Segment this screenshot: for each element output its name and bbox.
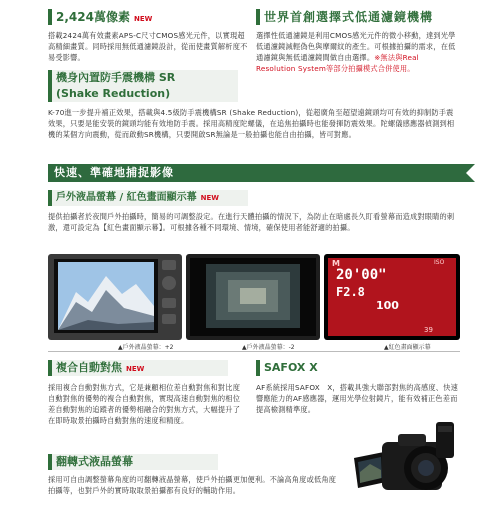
caption-dark: ▲戶外液晶螢幕：-2 xyxy=(242,344,295,351)
new-badge: NEW xyxy=(133,15,153,23)
section-banner: 快速、準確地捕捉影像 xyxy=(48,164,466,182)
sec3-body: K-70進一步提升補正效果，搭載與4.5級防手震機構SR (Shake Reduction)，從超廣角至超望遠鏡頭均可有效的抑制防手震效果，只要是能安裝的鏡頭均能有效地防手震。採用高精度陀螺儀，在追焦拍攝時也能發揮防震效果。陀螺儀感應器偵測到相機的某個方向震動，從而啟動SR機構，只要開啟SR無論是一般拍攝也能自由拍攝，皆可對應。 xyxy=(48,108,455,139)
screen-photo-dark xyxy=(186,254,320,340)
sec1-body: 搭載2424萬有效畫素APS-C尺寸CMOS感光元件，以實現超高精細畫質。同時採用無低通濾鏡設計，從而使畫質解析度不易受影響。 xyxy=(48,31,248,62)
sec4-body: 提供拍攝者於夜間戶外拍攝時，簡易的可調整設定。在進行天體拍攝的情況下，為防止在暗處長久盯看螢幕而造成對眼睛的刺激，還可設定為【紅色畫面顯示幕】。可根據各種不同環境、情境，確保使用者能舒適的拍攝。 xyxy=(48,212,455,232)
heading-text: 複合自動對焦 xyxy=(56,361,122,374)
heading-hybrid-af xyxy=(56,360,144,377)
mode-indicator: M xyxy=(332,259,340,268)
iso-value: 100 xyxy=(376,299,399,312)
heading-safox: SAFOX X xyxy=(264,361,318,374)
section-accent-bar xyxy=(256,9,260,25)
camera-illustration xyxy=(350,412,460,508)
camera-button xyxy=(162,314,176,324)
new-badge: NEW xyxy=(126,365,145,373)
section-accent-bar xyxy=(48,9,52,25)
heading-text: 2,424萬像素 xyxy=(56,10,130,24)
sec2-body-main: 選擇性低通濾鏡是利用CMOS感光元件的微小移動，達到光學低通濾鏡減輕偽色與摩爾紋的產生。可根據拍攝的需求，在低通濾鏡與無低通濾鏡間做自由選擇。 xyxy=(256,31,456,62)
shutter-speed: 20'00" xyxy=(336,267,387,283)
screen-photo-bright xyxy=(48,254,182,340)
banner-tail xyxy=(466,164,475,182)
heading-low-pass-filter: 世界首創選擇式低通濾鏡機構 xyxy=(264,10,434,24)
tunnel-photo xyxy=(206,264,300,328)
divider xyxy=(48,351,460,352)
section-accent-bar xyxy=(48,70,52,102)
caption-red: ▲紅色畫面顯示幕 xyxy=(384,344,431,351)
section-accent-bar xyxy=(48,360,52,376)
heading-vari-angle-lcd: 翻轉式液晶螢幕 xyxy=(56,455,133,468)
sec7-body: 採用可自由調整螢幕角度的可翻轉液晶螢幕，使戶外拍攝更加便利。不論高角度或低角度拍攝等，也對戶外的實時取取景拍攝都有良好的輔助作用。 xyxy=(48,475,337,495)
section-accent-bar xyxy=(48,454,52,470)
new-badge: NEW xyxy=(200,194,219,202)
heading-line-2: (Shake Reduction) xyxy=(56,87,171,100)
heading-2424mp xyxy=(56,9,152,27)
sec5-body: 採用複合自動對焦方式，它是兼顧相位差自動對焦和對比度自動對焦的優勢的複合自動對焦，實現高速自動對焦的相位差自動對焦的追蹤者的優勢相融合的對焦方式，大幅提升了在即時取景拍攝時自動對焦的速度和精度。 xyxy=(48,383,241,425)
screen-red-display xyxy=(324,254,460,340)
shots-remaining: 39 xyxy=(424,326,433,334)
sec2-body xyxy=(256,30,456,74)
heading-text: 戶外液晶螢幕 / 紅色畫面顯示幕 xyxy=(56,192,197,203)
iso-label: ISO xyxy=(434,259,445,266)
heading-shake-reduction xyxy=(56,70,175,102)
mountain-photo xyxy=(58,262,154,330)
sec6-body: AF系統採用SAFOX X，搭載具強大聯部對焦的高感度、快速響應能力的AF感應器，運用光學位射鏡片，能有效補正色差而提高檢測精準度。 xyxy=(256,383,458,414)
dial-icon xyxy=(162,276,176,290)
camera-button xyxy=(162,260,176,270)
camera-button xyxy=(162,298,176,308)
heading-line-1: 機身內置防手震機構 SR xyxy=(56,71,176,84)
section-accent-bar xyxy=(48,190,52,206)
sec2-note: ※無法與Real Resolution System等部分拍攝模式合併使用。 xyxy=(256,53,419,73)
caption-bright: ▲戶外液晶螢幕：+2 xyxy=(118,344,174,351)
aperture: F2.8 xyxy=(336,285,365,299)
heading-outdoor-lcd xyxy=(56,190,219,206)
section-accent-bar xyxy=(256,360,260,376)
